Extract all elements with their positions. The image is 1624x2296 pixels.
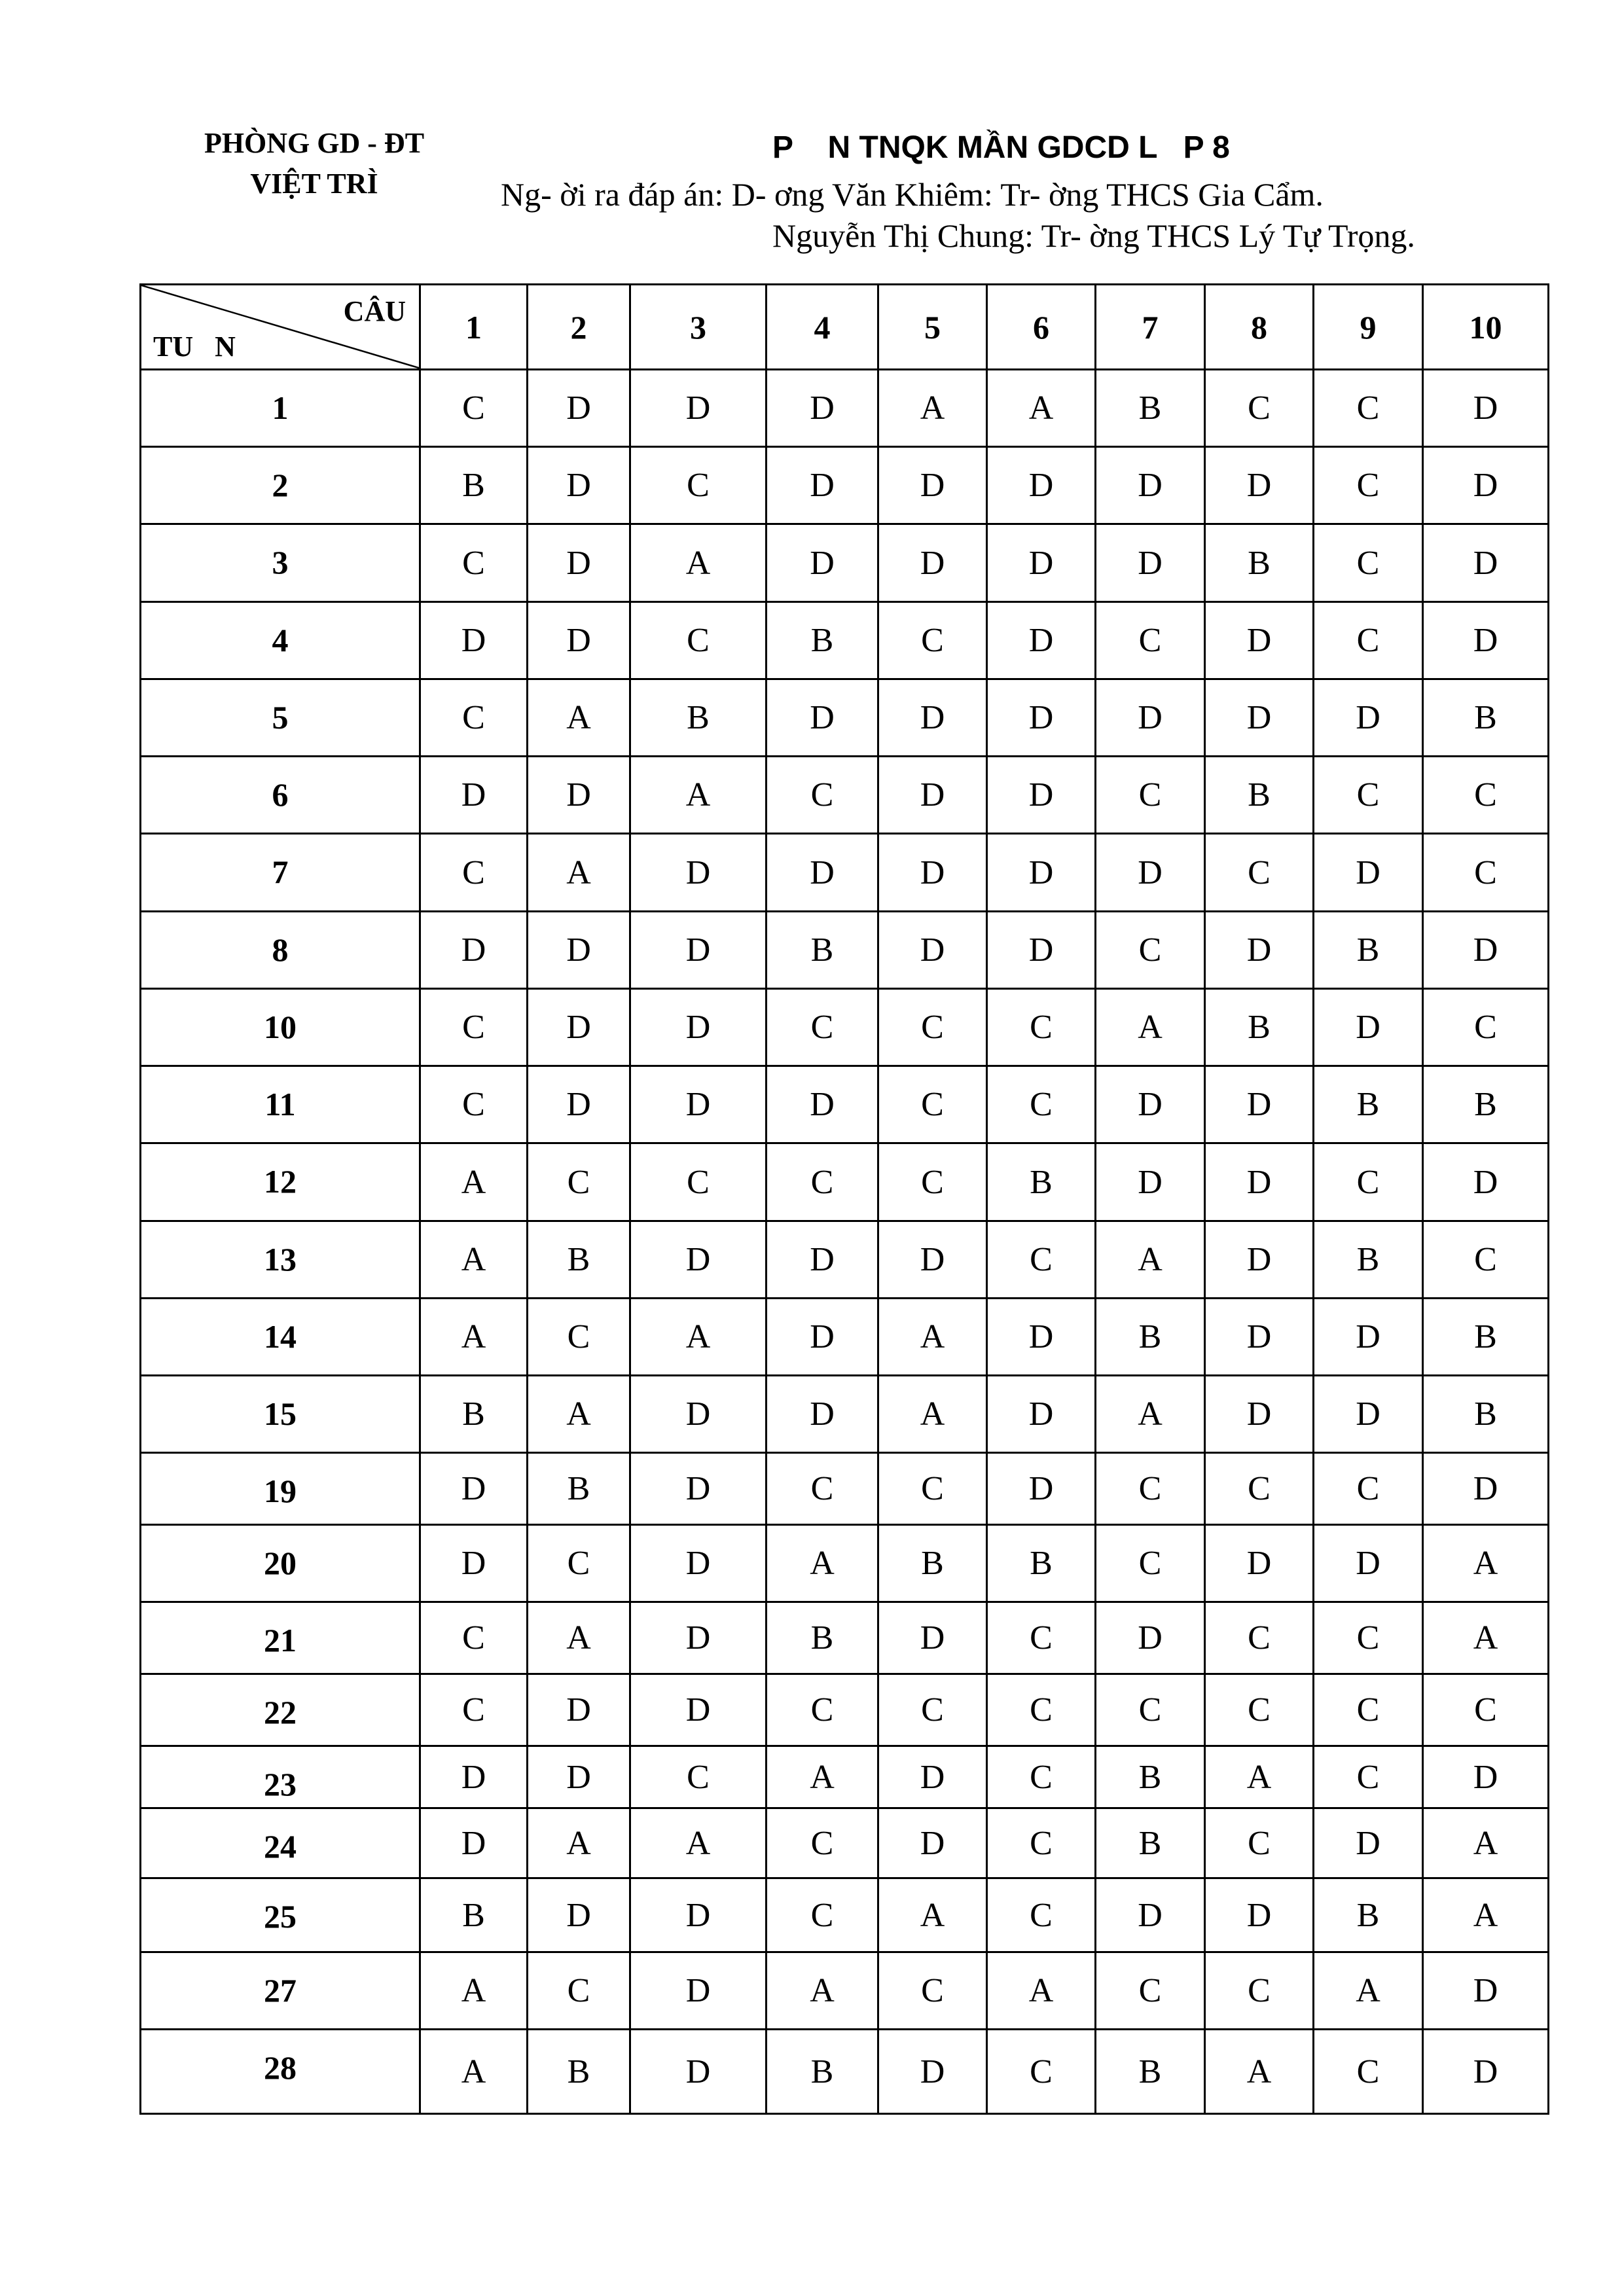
answer-cell: A — [878, 1878, 987, 1952]
answer-cell: C — [630, 447, 767, 524]
answer-cell: D — [767, 447, 878, 524]
answer-cell: A — [420, 1952, 528, 2030]
answer-cell: D — [630, 1525, 767, 1602]
answer-cell: C — [1314, 524, 1423, 602]
answer-cell: D — [1423, 1746, 1549, 1808]
answer-cell: A — [528, 1602, 630, 1674]
answer-cell: D — [878, 1808, 987, 1878]
answer-cell: C — [1423, 1221, 1549, 1299]
answer-cell: D — [1205, 912, 1314, 989]
answer-cell: A — [987, 1952, 1096, 2030]
answer-cell: D — [630, 1376, 767, 1453]
answer-cell: B — [420, 1878, 528, 1952]
answer-cell: D — [1096, 447, 1205, 524]
answer-cell: C — [420, 679, 528, 757]
answer-cell: A — [1423, 1878, 1549, 1952]
answer-cell: D — [630, 1221, 767, 1299]
row-label: 11 — [141, 1066, 420, 1143]
answer-cell: C — [1205, 1602, 1314, 1674]
answer-cell: D — [767, 1376, 878, 1453]
answer-cell: C — [1314, 447, 1423, 524]
table-row — [141, 912, 1549, 989]
answer-cell: B — [1096, 1746, 1205, 1808]
table-row — [141, 989, 1549, 1066]
answer-cell: D — [1205, 1221, 1314, 1299]
table-row — [141, 834, 1549, 912]
answer-cell: D — [1205, 1066, 1314, 1143]
answer-cell: A — [1096, 1376, 1205, 1453]
table-row — [141, 524, 1549, 602]
answer-cell: B — [1423, 1376, 1549, 1453]
table-row — [141, 1808, 1549, 1878]
answer-cell: D — [1423, 524, 1549, 602]
answer-cell: C — [878, 1143, 987, 1221]
row-label: 3 — [141, 524, 420, 602]
answer-cell: D — [878, 912, 987, 989]
answer-cell: D — [767, 1221, 878, 1299]
answer-cell: D — [1205, 1878, 1314, 1952]
answer-cell: D — [1205, 1143, 1314, 1221]
answer-cell: C — [987, 1066, 1096, 1143]
answer-cell: C — [1314, 757, 1423, 834]
author-line-2: Nguyễn Thị Chung: Tr- ờng THCS Lý Tự Trọng. — [772, 217, 1415, 254]
answer-cell: C — [987, 989, 1096, 1066]
row-label: 12 — [141, 1143, 420, 1221]
answer-cell: D — [528, 1878, 630, 1952]
column-header: 7 — [1096, 285, 1205, 370]
answer-cell: D — [1314, 1808, 1423, 1878]
row-label: 21 — [141, 1602, 420, 1674]
answer-cell: D — [528, 370, 630, 447]
answer-cell: A — [420, 1299, 528, 1376]
column-header: 9 — [1314, 285, 1423, 370]
row-label: 23 — [141, 1746, 420, 1808]
answer-cell: B — [878, 1525, 987, 1602]
answer-cell: D — [767, 1299, 878, 1376]
answer-cell: B — [528, 1453, 630, 1525]
answer-cell: C — [1314, 1674, 1423, 1746]
row-label: 27 — [141, 1952, 420, 2030]
answer-cell: B — [630, 679, 767, 757]
answer-cell: D — [1096, 1066, 1205, 1143]
answer-cell: C — [1314, 1746, 1423, 1808]
answer-cell: D — [1096, 524, 1205, 602]
answer-cell: C — [528, 1299, 630, 1376]
answer-cell: B — [1423, 1066, 1549, 1143]
answer-cell: B — [1314, 1221, 1423, 1299]
answer-cell: A — [630, 1808, 767, 1878]
table-row — [141, 370, 1549, 447]
answer-cell: D — [878, 757, 987, 834]
answer-cell: D — [878, 524, 987, 602]
author-line-1: Ng- ời ra đáp án: D- ơng Văn Khiêm: Tr- ờng THCS Gia Cẩm. — [501, 176, 1324, 213]
answer-cell: D — [987, 834, 1096, 912]
table-row — [141, 1453, 1549, 1525]
answer-cell: D — [630, 1453, 767, 1525]
answer-cell: D — [878, 834, 987, 912]
answer-cell: C — [1205, 834, 1314, 912]
answer-cell: C — [1096, 757, 1205, 834]
answer-cell: D — [1096, 1143, 1205, 1221]
answer-cell: C — [1205, 1453, 1314, 1525]
answer-cell: D — [630, 2030, 767, 2114]
answer-cell: B — [528, 2030, 630, 2114]
corner-cell — [141, 285, 420, 370]
answer-cell: A — [528, 1808, 630, 1878]
answer-cell: C — [420, 370, 528, 447]
answer-cell: D — [1423, 912, 1549, 989]
answer-cell: C — [420, 1602, 528, 1674]
answer-cell: A — [528, 679, 630, 757]
answer-cell: C — [767, 757, 878, 834]
answer-cell: D — [630, 989, 767, 1066]
answer-cell: A — [528, 1376, 630, 1453]
answer-cell: C — [1096, 1674, 1205, 1746]
answer-cell: D — [987, 524, 1096, 602]
answer-cell: B — [767, 602, 878, 679]
answer-cell: D — [528, 447, 630, 524]
answer-cell: C — [767, 989, 878, 1066]
table-row — [141, 1376, 1549, 1453]
answer-cell: D — [1205, 602, 1314, 679]
row-label: 28 — [141, 2030, 420, 2114]
answer-cell: C — [767, 1674, 878, 1746]
answer-cell: D — [630, 1066, 767, 1143]
answer-cell: D — [767, 1066, 878, 1143]
answer-cell: D — [1314, 989, 1423, 1066]
table-row — [141, 1221, 1549, 1299]
column-header: 2 — [528, 285, 630, 370]
answer-cell: C — [987, 1602, 1096, 1674]
answer-cell: C — [767, 1808, 878, 1878]
row-label: 5 — [141, 679, 420, 757]
answer-cell: A — [767, 1525, 878, 1602]
answer-cell: C — [1205, 1808, 1314, 1878]
answer-cell: D — [987, 602, 1096, 679]
row-label: 6 — [141, 757, 420, 834]
table-row — [141, 1525, 1549, 1602]
answer-cell: A — [1205, 1746, 1314, 1808]
table-row — [141, 1674, 1549, 1746]
answer-cell: A — [1205, 2030, 1314, 2114]
answer-cell: D — [1423, 1453, 1549, 1525]
answer-cell: C — [878, 1066, 987, 1143]
answer-cell: D — [1096, 1602, 1205, 1674]
answer-cell: D — [1423, 602, 1549, 679]
row-label: 14 — [141, 1299, 420, 1376]
row-label: 13 — [141, 1221, 420, 1299]
answer-cell: D — [878, 447, 987, 524]
answer-cell: D — [767, 679, 878, 757]
answer-cell: B — [1314, 1066, 1423, 1143]
answer-cell: C — [987, 1221, 1096, 1299]
answer-cell: D — [630, 1674, 767, 1746]
answer-cell: C — [987, 1746, 1096, 1808]
answer-cell: D — [1423, 447, 1549, 524]
table-row — [141, 1602, 1549, 1674]
answer-cell: D — [420, 602, 528, 679]
answer-cell: C — [420, 989, 528, 1066]
table-row — [141, 447, 1549, 524]
answer-cell: B — [1096, 1808, 1205, 1878]
answer-cell: A — [987, 370, 1096, 447]
answer-cell: B — [1096, 2030, 1205, 2114]
table-row — [141, 1066, 1549, 1143]
answer-cell: C — [528, 1952, 630, 2030]
answer-cell: C — [630, 602, 767, 679]
table-row — [141, 679, 1549, 757]
answer-cell: D — [630, 1878, 767, 1952]
answer-cell: C — [420, 524, 528, 602]
corner-label-week: TU N — [153, 331, 236, 363]
answer-cell: D — [630, 1952, 767, 2030]
answer-cell: D — [1314, 1376, 1423, 1453]
answer-cell: B — [1314, 1878, 1423, 1952]
table-row — [141, 602, 1549, 679]
column-header: 4 — [767, 285, 878, 370]
answer-cell: C — [1423, 1674, 1549, 1746]
answer-cell: C — [1314, 602, 1423, 679]
answer-cell: D — [1314, 1299, 1423, 1376]
answer-cell: C — [1314, 370, 1423, 447]
answer-cell: D — [1205, 1525, 1314, 1602]
answer-rows — [141, 370, 1549, 2114]
answer-cell: A — [420, 2030, 528, 2114]
answer-cell: C — [1314, 1453, 1423, 1525]
answer-cell: A — [630, 757, 767, 834]
header-row — [141, 285, 1549, 370]
row-label: 2 — [141, 447, 420, 524]
answer-cell: D — [1314, 834, 1423, 912]
office-header — [170, 123, 458, 204]
answer-cell: D — [630, 912, 767, 989]
answer-cell: C — [878, 1952, 987, 2030]
table-row — [141, 1952, 1549, 2030]
answer-cell: D — [528, 1746, 630, 1808]
answer-cell: D — [630, 1602, 767, 1674]
answer-cell: D — [987, 447, 1096, 524]
answer-cell: C — [420, 834, 528, 912]
answer-cell: D — [1096, 679, 1205, 757]
answer-cell: A — [630, 524, 767, 602]
office-name: PHÒNG GD - ĐT — [204, 127, 425, 159]
answer-key-table — [139, 283, 1549, 2115]
answer-cell: D — [420, 1525, 528, 1602]
answer-cell: C — [528, 1143, 630, 1221]
corner-label-question: CÂU — [343, 295, 406, 327]
answer-cell: D — [1423, 1143, 1549, 1221]
answer-cell: A — [1423, 1602, 1549, 1674]
table-row — [141, 757, 1549, 834]
answer-cell: D — [1096, 834, 1205, 912]
row-label: 7 — [141, 834, 420, 912]
row-label: 15 — [141, 1376, 420, 1453]
answer-cell: C — [1205, 1674, 1314, 1746]
row-label: 4 — [141, 602, 420, 679]
answer-cell: C — [987, 1878, 1096, 1952]
answer-cell: B — [1205, 757, 1314, 834]
answer-cell: C — [1423, 989, 1549, 1066]
answer-cell: B — [1314, 912, 1423, 989]
answer-cell: D — [767, 834, 878, 912]
row-label: 8 — [141, 912, 420, 989]
answer-cell: B — [1423, 679, 1549, 757]
table-row — [141, 1299, 1549, 1376]
row-label: 25 — [141, 1878, 420, 1952]
answer-cell: C — [1096, 912, 1205, 989]
answer-cell: C — [1314, 1143, 1423, 1221]
page-title: P N TNQK MẦN GDCD L P 8 — [772, 130, 1230, 165]
answer-cell: A — [767, 1746, 878, 1808]
answer-cell: A — [420, 1221, 528, 1299]
answer-cell: C — [1314, 2030, 1423, 2114]
answer-cell: B — [767, 912, 878, 989]
answer-cell: D — [528, 602, 630, 679]
answer-cell: B — [767, 1602, 878, 1674]
answer-cell: D — [1205, 1299, 1314, 1376]
column-header: 10 — [1423, 285, 1549, 370]
answer-cell: D — [420, 912, 528, 989]
answer-cell: B — [767, 2030, 878, 2114]
answer-cell: C — [1096, 602, 1205, 679]
answer-cell: C — [987, 2030, 1096, 2114]
answer-cell: B — [987, 1143, 1096, 1221]
answer-cell: A — [878, 1299, 987, 1376]
column-header: 5 — [878, 285, 987, 370]
answer-cell: C — [1423, 757, 1549, 834]
row-label: 1 — [141, 370, 420, 447]
answer-cell: D — [987, 1299, 1096, 1376]
answer-cell: D — [1205, 447, 1314, 524]
row-label: 19 — [141, 1453, 420, 1525]
answer-cell: B — [1096, 1299, 1205, 1376]
answer-cell: C — [878, 602, 987, 679]
answer-cell: A — [1096, 1221, 1205, 1299]
answer-cell: D — [1423, 2030, 1549, 2114]
answer-cell: D — [1423, 1952, 1549, 2030]
answer-cell: C — [767, 1453, 878, 1525]
answer-cell: A — [1314, 1952, 1423, 2030]
answer-cell: C — [630, 1746, 767, 1808]
answer-cell: D — [987, 1376, 1096, 1453]
answer-cell: D — [630, 370, 767, 447]
answer-cell: D — [878, 1746, 987, 1808]
answer-cell: A — [420, 1143, 528, 1221]
column-header: 6 — [987, 285, 1096, 370]
column-header: 1 — [420, 285, 528, 370]
answer-cell: D — [1423, 370, 1549, 447]
row-label: 10 — [141, 989, 420, 1066]
answer-cell: A — [878, 370, 987, 447]
answer-cell: D — [767, 524, 878, 602]
answer-cell: D — [767, 370, 878, 447]
answer-cell: C — [987, 1674, 1096, 1746]
answer-cell: B — [528, 1221, 630, 1299]
row-label: 22 — [141, 1674, 420, 1746]
table-row — [141, 1143, 1549, 1221]
column-header: 3 — [630, 285, 767, 370]
answer-cell: D — [1205, 1376, 1314, 1453]
answer-cell: C — [987, 1808, 1096, 1878]
answer-cell: A — [767, 1952, 878, 2030]
row-label: 20 — [141, 1525, 420, 1602]
answer-cell: D — [987, 912, 1096, 989]
answer-cell: C — [878, 1674, 987, 1746]
answer-cell: C — [1096, 1453, 1205, 1525]
answer-cell: B — [420, 1376, 528, 1453]
answer-cell: D — [420, 1453, 528, 1525]
answer-cell: C — [1423, 834, 1549, 912]
answer-cell: C — [767, 1878, 878, 1952]
answer-cell: D — [1205, 679, 1314, 757]
answer-cell: B — [1205, 524, 1314, 602]
row-label: 24 — [141, 1808, 420, 1878]
answer-cell: D — [987, 757, 1096, 834]
answer-cell: D — [1314, 679, 1423, 757]
answer-cell: D — [878, 1221, 987, 1299]
answer-cell: C — [767, 1143, 878, 1221]
answer-cell: A — [878, 1376, 987, 1453]
answer-cell: D — [1314, 1525, 1423, 1602]
answer-cell: B — [1205, 989, 1314, 1066]
answer-cell: D — [878, 2030, 987, 2114]
table-row — [141, 2030, 1549, 2114]
answer-cell: A — [1423, 1525, 1549, 1602]
answer-cell: C — [878, 1453, 987, 1525]
answer-cell: C — [528, 1525, 630, 1602]
answer-cell: C — [1314, 1602, 1423, 1674]
answer-cell: B — [1096, 370, 1205, 447]
answer-cell: D — [420, 757, 528, 834]
answer-cell: C — [1096, 1525, 1205, 1602]
answer-cell: B — [420, 447, 528, 524]
answer-cell: D — [528, 912, 630, 989]
column-header: 8 — [1205, 285, 1314, 370]
answer-cell: D — [528, 989, 630, 1066]
answer-cell: D — [420, 1808, 528, 1878]
answer-cell: C — [420, 1674, 528, 1746]
answer-cell: C — [630, 1143, 767, 1221]
table-row — [141, 1746, 1549, 1808]
answer-cell: A — [1096, 989, 1205, 1066]
answer-cell: D — [528, 1066, 630, 1143]
answer-cell: A — [1423, 1808, 1549, 1878]
table-row — [141, 1878, 1549, 1952]
answer-cell: D — [1096, 1878, 1205, 1952]
answer-cell: B — [1423, 1299, 1549, 1376]
answer-cell: D — [528, 1674, 630, 1746]
answer-cell: C — [1205, 370, 1314, 447]
answer-cell: D — [528, 757, 630, 834]
answer-cell: C — [1205, 1952, 1314, 2030]
answer-cell: D — [420, 1746, 528, 1808]
answer-cell: D — [987, 679, 1096, 757]
answer-cell: C — [420, 1066, 528, 1143]
answer-cell: C — [878, 989, 987, 1066]
office-city: VIỆT TRÌ — [250, 168, 378, 200]
answer-cell: D — [878, 679, 987, 757]
answer-cell: A — [630, 1299, 767, 1376]
answer-cell: A — [528, 834, 630, 912]
answer-cell: D — [878, 1602, 987, 1674]
answer-cell: D — [630, 834, 767, 912]
answer-cell: D — [528, 524, 630, 602]
answer-cell: C — [1096, 1952, 1205, 2030]
answer-cell: D — [987, 1453, 1096, 1525]
answer-cell: B — [987, 1525, 1096, 1602]
